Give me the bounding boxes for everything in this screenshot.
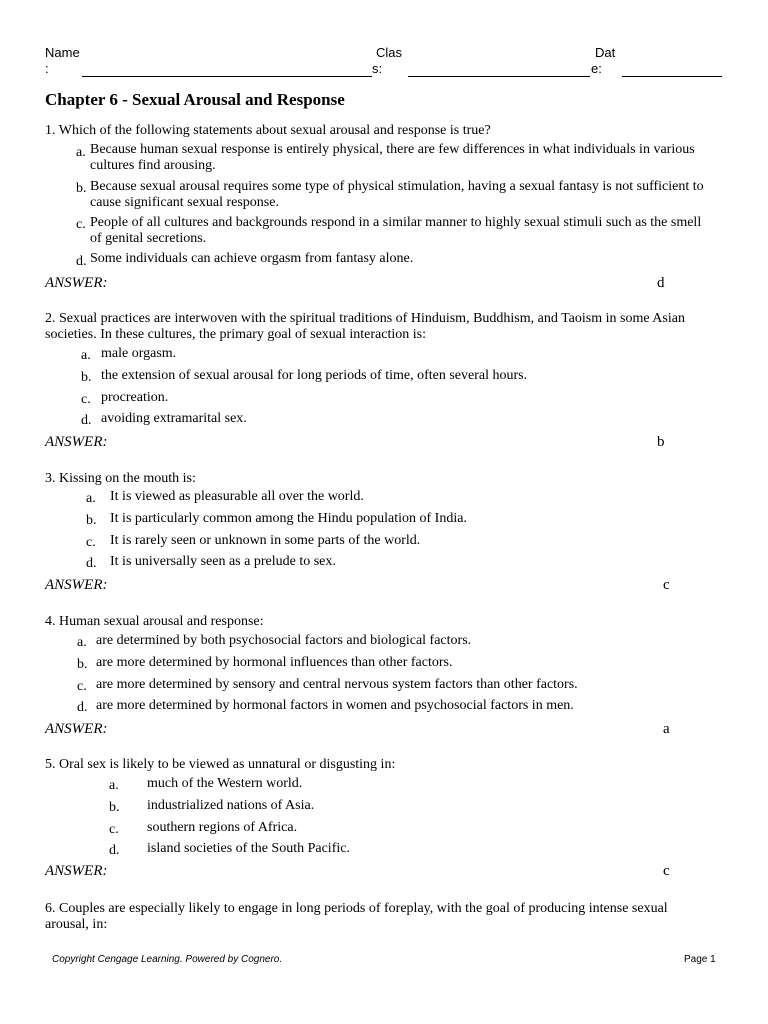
question-2-option-letter: d.	[81, 413, 92, 428]
question-4-answer: a	[663, 721, 670, 737]
question-5-option-letter: b.	[109, 800, 120, 815]
class-label-suffix: s:	[372, 61, 383, 76]
question-1-option-b: Because sexual arousal requires some type of physical stimulation, having a sexual fantasy is not sufficient to cause significant sexual response.	[90, 179, 704, 210]
question-3-option-letter: a.	[86, 491, 96, 506]
question-1-option-letter: d.	[76, 254, 87, 269]
class-label: Clas	[376, 45, 403, 60]
question-4-option-letter: d.	[77, 700, 88, 715]
question-4-text: 4. Human sexual arousal and response:	[45, 614, 264, 629]
question-4-option-c: are more determined by sensory and central nervous system factors than other factors.	[96, 677, 578, 692]
question-5-option-b: industrialized nations of Asia.	[147, 798, 315, 813]
question-2-option-letter: c.	[81, 392, 91, 407]
question-5-option-letter: a.	[109, 778, 119, 793]
question-4-option-a: are determined by both psychosocial factors and biological factors.	[96, 633, 472, 648]
date-label: Dat	[595, 45, 616, 60]
question-1-answer-label: ANSWER:	[45, 275, 108, 291]
question-5-text: 5. Oral sex is likely to be viewed as unnatural or disgusting in:	[45, 757, 396, 772]
question-5-option-a: much of the Western world.	[147, 776, 303, 791]
question-1-option-letter: a.	[76, 145, 86, 160]
question-2-option-c: procreation.	[101, 390, 169, 405]
question-2-option-d: avoiding extramarital sex.	[101, 411, 247, 426]
date-field-line[interactable]	[622, 76, 722, 77]
name-label-colon: :	[45, 61, 49, 76]
question-3-option-b: It is particularly common among the Hindu population of India.	[110, 511, 467, 526]
question-1-option-a: Because human sexual response is entirely physical, there are few differences in what individuals in various cultures find arousing.	[90, 142, 695, 173]
question-2-option-letter: a.	[81, 348, 91, 363]
question-2-option-a: male orgasm.	[101, 346, 177, 361]
question-3-option-letter: b.	[86, 513, 97, 528]
question-5-answer-label: ANSWER:	[45, 863, 108, 879]
question-3-option-d: It is universally seen as a prelude to sex.	[110, 554, 336, 569]
question-3-option-c: It is rarely seen or unknown in some parts of the world.	[110, 533, 421, 548]
question-3-option-letter: c.	[86, 535, 96, 550]
date-label-suffix: e:	[591, 61, 602, 76]
name-label: Name	[45, 45, 80, 60]
class-field-line[interactable]	[408, 76, 590, 77]
question-4-option-letter: b.	[77, 657, 88, 672]
question-6-text: 6. Couples are especially likely to engage in long periods of foreplay, with the goal of producing intense sexual arousal, in:	[45, 901, 668, 932]
question-1-option-d: Some individuals can achieve orgasm from fantasy alone.	[90, 251, 414, 266]
name-field-line[interactable]	[82, 76, 372, 77]
question-3-answer-label: ANSWER:	[45, 577, 108, 593]
question-5-option-letter: d.	[109, 843, 120, 858]
question-4-option-letter: a.	[77, 635, 87, 650]
question-3-answer: c	[663, 577, 670, 593]
question-2-answer: b	[657, 434, 665, 450]
question-5-option-letter: c.	[109, 822, 119, 837]
question-5-answer: c	[663, 863, 670, 879]
question-4-option-letter: c.	[77, 679, 87, 694]
question-1-option-c: People of all cultures and backgrounds respond in a similar manner to highly sexual stimuli such as the smell of genital secretions.	[90, 215, 702, 246]
question-2-answer-label: ANSWER:	[45, 434, 108, 450]
page-title: Chapter 6 - Sexual Arousal and Response	[45, 90, 345, 109]
question-4-option-d: are more determined by hormonal factors in women and psychosocial factors in men.	[96, 698, 574, 713]
question-4-option-b: are more determined by hormonal influences than other factors.	[96, 655, 453, 670]
question-3-text: 3. Kissing on the mouth is:	[45, 471, 196, 486]
question-2-option-b: the extension of sexual arousal for long periods of time, often several hours.	[101, 368, 528, 383]
question-1-option-letter: c.	[76, 217, 86, 232]
question-5-option-d: island societies of the South Pacific.	[147, 841, 350, 856]
question-1-option-letter: b.	[76, 181, 87, 196]
question-1-text: 1. Which of the following statements about sexual arousal and response is true?	[45, 123, 491, 138]
page-number: Page 1	[684, 954, 716, 965]
question-2-text: 2. Sexual practices are interwoven with the spiritual traditions of Hinduism, Buddhism, and Taoism in some Asian societies. In these cultures, the primary goal of sexual interaction is:	[45, 311, 685, 342]
question-2-option-letter: b.	[81, 370, 92, 385]
question-3-option-a: It is viewed as pleasurable all over the world.	[110, 489, 364, 504]
question-5-option-c: southern regions of Africa.	[147, 820, 298, 835]
question-3-option-letter: d.	[86, 556, 97, 571]
footer-copyright: Copyright Cengage Learning. Powered by Cognero.	[52, 954, 283, 965]
question-1-answer: d	[657, 275, 665, 291]
question-4-answer-label: ANSWER:	[45, 721, 108, 737]
